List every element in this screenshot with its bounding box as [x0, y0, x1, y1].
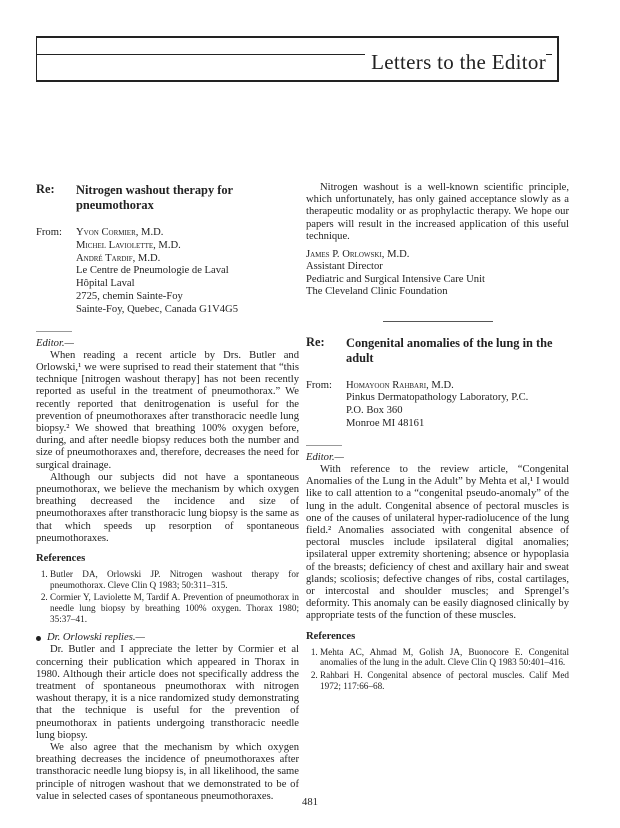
- bullet-icon: [36, 636, 41, 641]
- from-label: From:: [306, 379, 332, 391]
- address-line: Monroe MI 48161: [346, 418, 425, 430]
- body-paragraph: Nitrogen washout is a well-known scientific principle, which unfortunately, has only gained acceptance slowly as a therapeutic modality or as prophylactic therapy. We hope our papers will result in the increased application of this useful technique.: [306, 182, 569, 242]
- author-name: André Tardif, M.D.: [76, 252, 161, 264]
- signature-line: Assistant Director: [306, 261, 383, 273]
- body-paragraph: With reference to the review article, “Congenital Anomalies of the Lung in the Adult” by Mehta et al,¹ I would like to call attention to a “congenital pseudo-anomaly” of the lung in the adult. Congenital absence of pectoral muscles is one of the causes of unilateral hyper-radiolucence of the lung field.² Anomalies associated with congenital absence of pectoral muscles include ipsilateral digital anomalies; ipsilateral upper extremity shortening; absence or hypoplasia of the breasts; deficiency of chest and axillary hair and sweat glands; scoliosis; defective changes of ribs, costal cartilages, or intercostal and shoulder muscles; and Sprengel’s deformity. This anomaly can be easily diagnosed clinically by appropriate tests of the function of these muscles.: [306, 464, 569, 622]
- reply-label: Dr. Orlowski replies.—: [47, 632, 145, 644]
- signature-line: The Cleveland Clinic Foundation: [306, 286, 448, 298]
- divider: [306, 445, 342, 446]
- banner-title-wrap: [36, 36, 556, 78]
- left-column: [36, 183, 299, 803]
- letter2-title: Congenital anomalies of the lung in the adult: [346, 335, 553, 365]
- references-list: [306, 647, 569, 691]
- letter2-author-list: [346, 380, 528, 431]
- body-paragraph: Although our subjects did not have a spontaneous pneumothorax, we believe the mechanism by which oxygen breathing decreased the incidence and size of pneumothoraxes after transthoracic lung biopsy is the same as that which speeds up resorption of spontaneous pneumothoraxes.: [36, 471, 300, 544]
- reference-item: 1. Butler DA, Orlowski JP. Nitrogen washout therapy for pneumothorax. Cleve Clin Q 1983; 50:311–315.: [50, 569, 299, 590]
- letter1-heading: [36, 183, 299, 213]
- address-line: P.O. Box 360: [346, 405, 403, 417]
- right-column: [306, 182, 569, 693]
- re-label: Re:: [306, 334, 325, 349]
- from-label: From:: [36, 227, 62, 238]
- author-name: Homayoon Rahbari, M.D.: [346, 379, 454, 391]
- page-number: 481: [302, 797, 318, 808]
- letter2-from: [306, 380, 569, 431]
- author-name: Michel Laviolette, M.D.: [76, 239, 181, 251]
- body-paragraph: We also agree that the mechanism by which oxygen breathing decreases the incidence of pneumothoraxes after transthoracic needle lung biopsy is, in all likelihood, the same principle of nitrogen washout that we demonstrated to be of value in selected cases of spontaneous pneumothoraxes.: [36, 742, 299, 802]
- address-line: Sainte-Foy, Quebec, Canada G1V4G5: [76, 303, 239, 315]
- reply-heading: [36, 632, 299, 644]
- address-line: Pinkus Dermatopathology Laboratory, P.C.: [346, 392, 529, 404]
- reference-item: 1. Mehta AC, Ahmad M, Golish JA, Buonocore E. Congenital anomalies of the lung in the adult. Cleve Clin Q 1983 50:401–416.: [320, 647, 569, 668]
- references-list: [36, 569, 299, 624]
- author-name: Yvon Cormier, M.D.: [76, 227, 164, 238]
- re-label: Re:: [36, 182, 55, 196]
- signature-line: Pediatric and Surgical Intensive Care Unit: [306, 273, 485, 285]
- editor-label: Editor.—: [36, 337, 74, 349]
- section-divider: [383, 321, 493, 322]
- address-line: 2725, chemin Sainte-Foy: [76, 290, 183, 302]
- letter1-author-list: [76, 227, 238, 317]
- body-paragraph: Dr. Butler and I appreciate the letter by Cormier et al concerning their publication which appeared in Thorax in 1980. Although their article does not specifically address the treatment of spontaneous pneumothorax with nitrogen washout therapy, it is a nice randomized study demonstrating that the technique is useful for the prevention of pneumothorax in patients undergoing transthoracic needle lung biopsy.: [36, 644, 299, 741]
- references-heading: References: [306, 630, 356, 642]
- reference-item: 2. Cormier Y, Laviolette M, Tardif A. Prevention of pneumothorax in needle lung biopsy by breathing 100% oxygen. Thorax 1980; 35:37–41.: [50, 592, 299, 624]
- references-heading: References: [36, 553, 86, 565]
- letter1-title: Nitrogen washout therapy for pneumothorax: [76, 183, 233, 212]
- reference-item: 2. Rahbari H. Congenital absence of pectoral muscles. Calif Med 1972; 117:66–68.: [320, 670, 569, 691]
- reply-signature: [306, 249, 569, 299]
- letter2-heading: [306, 336, 569, 366]
- body-paragraph: When reading a recent article by Drs. Butler and Orlowski,¹ we were suprised to read their statement that “this technique [nitrogen washout therapy] has not been recently reported as useful in the treatment of pneumothorax.” We recently reported that denitrogenation is useful for the prevention of pneumothoraxes after transthoracic needle lung biopsy.² We showed that breathing 100% oxygen before, during, and after needle biopsy reduces both the number and size of pneumothoraxes and, therefore, decreases the need for surgical drainage.: [36, 349, 299, 471]
- editor-label: Editor.—: [306, 451, 344, 463]
- signature-name: James P. Orlowski, M.D.: [306, 249, 410, 261]
- address-line: Le Centre de Pneumologie de Laval: [76, 265, 229, 277]
- section-title: Letters to the Editor: [365, 50, 546, 75]
- letter1-from: [36, 227, 299, 317]
- divider: [36, 331, 72, 332]
- address-line: Hôpital Laval: [76, 278, 135, 290]
